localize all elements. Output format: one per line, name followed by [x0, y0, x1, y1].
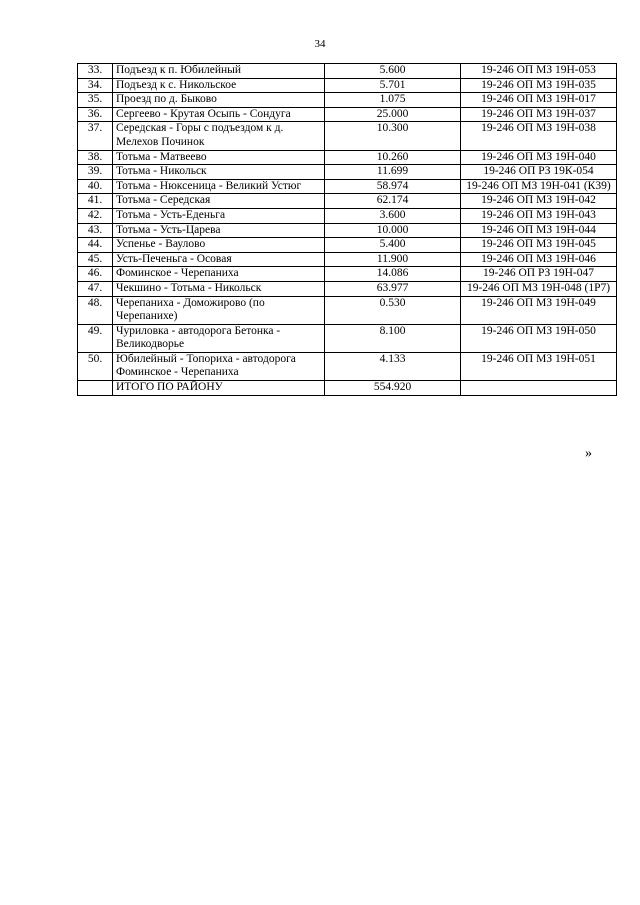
road-length: 10.000: [325, 223, 461, 238]
road-code: [461, 381, 617, 396]
table-row: [78, 150, 617, 165]
row-number: [78, 381, 113, 396]
road-length: 5.701: [325, 78, 461, 93]
road-length: 10.300: [325, 122, 461, 150]
road-name: Тотьма - Середская: [113, 194, 325, 209]
road-name: ИТОГО ПО РАЙОНУ: [113, 381, 325, 396]
road-name: Подъезд к с. Никольское: [113, 78, 325, 93]
road-name: Проезд по д. Быково: [113, 93, 325, 108]
table-row: [78, 165, 617, 180]
table-row: [78, 93, 617, 108]
table-row: [78, 223, 617, 238]
road-length: 14.086: [325, 267, 461, 282]
road-name: Фоминское - Черепаниха: [113, 267, 325, 282]
road-length: 8.100: [325, 324, 461, 352]
table-row: [78, 296, 617, 324]
road-length: 58.974: [325, 179, 461, 194]
row-number: 44.: [78, 238, 113, 253]
road-length: 0.530: [325, 296, 461, 324]
road-name: Тотьма - Матвеево: [113, 150, 325, 165]
table-row: [78, 281, 617, 296]
road-code: 19-246 ОП МЗ 19Н-046: [461, 252, 617, 267]
table-row: [78, 324, 617, 352]
road-code: 19-246 ОП МЗ 19Н-049: [461, 296, 617, 324]
road-code: 19-246 ОП МЗ 19Н-017: [461, 93, 617, 108]
road-name: Тотьма - Усть-Царева: [113, 223, 325, 238]
table-row: [78, 122, 617, 150]
road-name: Усть-Печеньга - Осовая: [113, 252, 325, 267]
road-length: 25.000: [325, 107, 461, 122]
road-name: Середская - Горы с подъездом к д. Мелехов Починок: [113, 122, 325, 150]
road-length: 10.260: [325, 150, 461, 165]
road-code: 19-246 ОП МЗ 19Н-037: [461, 107, 617, 122]
table-row: [78, 179, 617, 194]
road-name: Чекшино - Тотьма - Никольск: [113, 281, 325, 296]
road-length: 62.174: [325, 194, 461, 209]
roads-table-body: [78, 64, 617, 396]
row-number: 35.: [78, 93, 113, 108]
road-code: 19-246 ОП МЗ 19Н-043: [461, 208, 617, 223]
table-row: [78, 194, 617, 209]
road-code: 19-246 ОП МЗ 19Н-044: [461, 223, 617, 238]
road-name: Успенье - Ваулово: [113, 238, 325, 253]
road-name: Сергеево - Крутая Осыпь - Сондуга: [113, 107, 325, 122]
road-code: 19-246 ОП МЗ 19Н-045: [461, 238, 617, 253]
road-code: 19-246 ОП МЗ 19Н-053: [461, 64, 617, 79]
table-row: [78, 107, 617, 122]
road-code: 19-246 ОП МЗ 19Н-035: [461, 78, 617, 93]
road-code: 19-246 ОП МЗ 19Н-042: [461, 194, 617, 209]
row-number: 42.: [78, 208, 113, 223]
road-length: 5.400: [325, 238, 461, 253]
road-length: 554.920: [325, 381, 461, 396]
road-code: 19-246 ОП РЗ 19Н-047: [461, 267, 617, 282]
road-length: 11.900: [325, 252, 461, 267]
table-row: [78, 352, 617, 380]
road-name: Юбилейный - Топориха - автодорога Фоминское - Черепаниха: [113, 352, 325, 380]
road-name: Тотьма - Никольск: [113, 165, 325, 180]
row-number: 45.: [78, 252, 113, 267]
road-code: 19-246 ОП МЗ 19Н-041 (К39): [461, 179, 617, 194]
row-number: 40.: [78, 179, 113, 194]
row-number: 41.: [78, 194, 113, 209]
road-name: Черепаниха - Доможирово (по Черепанихе): [113, 296, 325, 324]
row-number: 33.: [78, 64, 113, 79]
page-number: 34: [314, 38, 326, 50]
table-row: [78, 267, 617, 282]
row-number: 46.: [78, 267, 113, 282]
road-code: 19-246 ОП МЗ 19Н-040: [461, 150, 617, 165]
table-row: [78, 238, 617, 253]
table-row: [78, 208, 617, 223]
road-name: Тотьма - Нюксеница - Великий Устюг: [113, 179, 325, 194]
row-number: 37.: [78, 122, 113, 150]
road-length: 1.075: [325, 93, 461, 108]
roads-table: [77, 63, 617, 396]
road-length: 4.133: [325, 352, 461, 380]
road-code: 19-246 ОП МЗ 19Н-038: [461, 122, 617, 150]
road-name: Подъезд к п. Юбилейный: [113, 64, 325, 79]
row-number: 38.: [78, 150, 113, 165]
row-number: 43.: [78, 223, 113, 238]
road-length: 63.977: [325, 281, 461, 296]
road-length: 3.600: [325, 208, 461, 223]
row-number: 48.: [78, 296, 113, 324]
road-code: 19-246 ОП МЗ 19Н-048 (1Р7): [461, 281, 617, 296]
row-number: 36.: [78, 107, 113, 122]
table-row: [78, 64, 617, 79]
road-code: 19-246 ОП МЗ 19Н-050: [461, 324, 617, 352]
road-code: 19-246 ОП МЗ 19Н-051: [461, 352, 617, 380]
road-length: 5.600: [325, 64, 461, 79]
row-number: 50.: [78, 352, 113, 380]
row-number: 49.: [78, 324, 113, 352]
road-name: Тотьма - Усть-Еденьга: [113, 208, 325, 223]
road-length: 11.699: [325, 165, 461, 180]
road-code: 19-246 ОП РЗ 19К-054: [461, 165, 617, 180]
closing-quote-mark: »: [585, 446, 592, 461]
row-number: 34.: [78, 78, 113, 93]
row-number: 47.: [78, 281, 113, 296]
table-row: [78, 78, 617, 93]
table-row: [78, 252, 617, 267]
row-number: 39.: [78, 165, 113, 180]
road-name: Чуриловка - автодорога Бетонка - Великодворье: [113, 324, 325, 352]
total-row: [78, 381, 617, 396]
